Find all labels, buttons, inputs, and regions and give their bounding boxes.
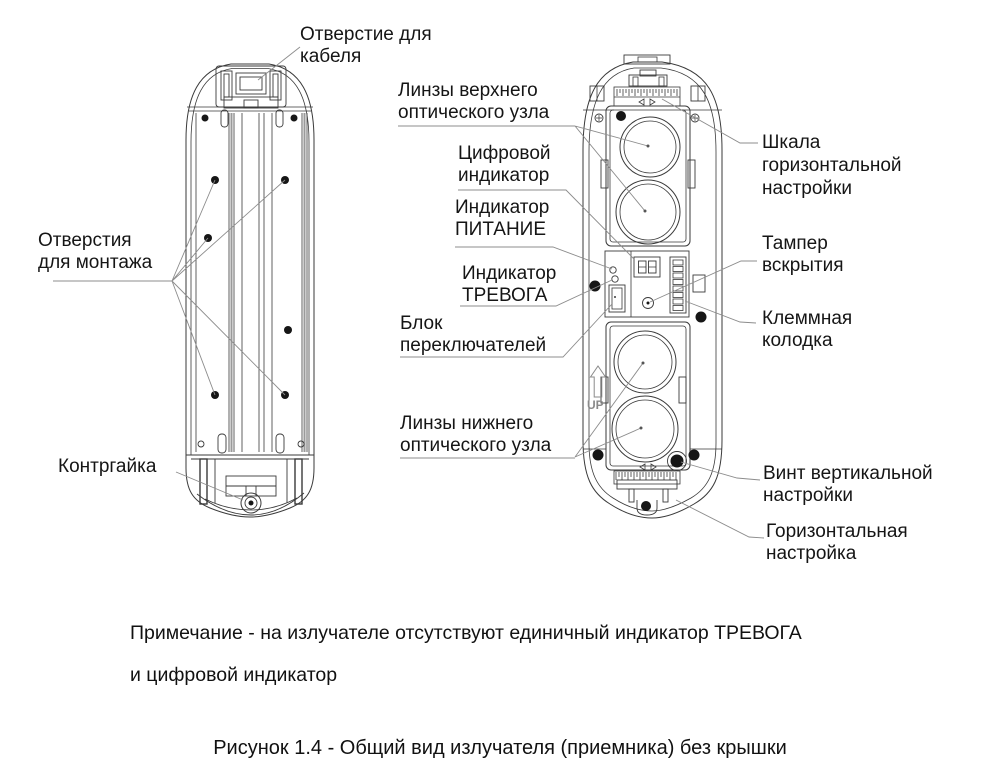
right-device-drawing [583,55,722,518]
label-upper-lenses: Линзы верхнего оптического узла [398,80,550,123]
up-arrow [591,366,606,397]
label-alarm-indicator: Индикатор ТРЕВОГА [462,263,557,306]
cable-bracket [216,66,286,108]
label-mounting-holes: Отверстия для монтажа [38,230,153,273]
bottom-adjustment [593,450,700,516]
electronics-panel [590,251,707,323]
digital-indicator-drawing [634,257,660,277]
label-cable-hole: Отверстие для кабеля [300,24,432,67]
label-horizontal-adjust: Горизонтальная настройка [766,521,908,564]
figure-note-line-2: и цифровой индикатор [130,664,338,686]
figure-note-line-1: Примечание - на излучателе отсутствуют единичный индикатор ТРЕВОГА [130,622,802,644]
label-digital-indicator: Цифровой индикатор [458,143,551,186]
label-vertical-screw: Винт вертикальной настройки [763,463,933,506]
figure-caption: Рисунок 1.4 - Общий вид излучателя (приемника) без крышки [213,737,787,759]
lower-optical-unit [601,322,690,470]
terminal-block-drawing [670,257,686,313]
label-power-indicator: Индикатор ПИТАНИЕ [455,197,550,240]
label-terminal-block: Клеммная колодка [762,308,853,351]
mounting-holes [204,176,292,399]
label-lower-lenses: Линзы нижнего оптического узла [400,413,552,456]
label-horizontal-scale: Шкала горизонтальной настройки [762,132,902,199]
switch-block-drawing [609,285,625,312]
alarm-led [612,276,618,282]
up-marking: UP [587,398,604,412]
power-led [610,267,616,273]
label-locknut: Контргайка [58,456,157,477]
label-switch-block: Блок переключателей [400,313,547,356]
upper-optical-unit [595,106,699,246]
label-tamper: Тампер вскрытия [762,233,844,276]
left-device-drawing [186,64,314,517]
